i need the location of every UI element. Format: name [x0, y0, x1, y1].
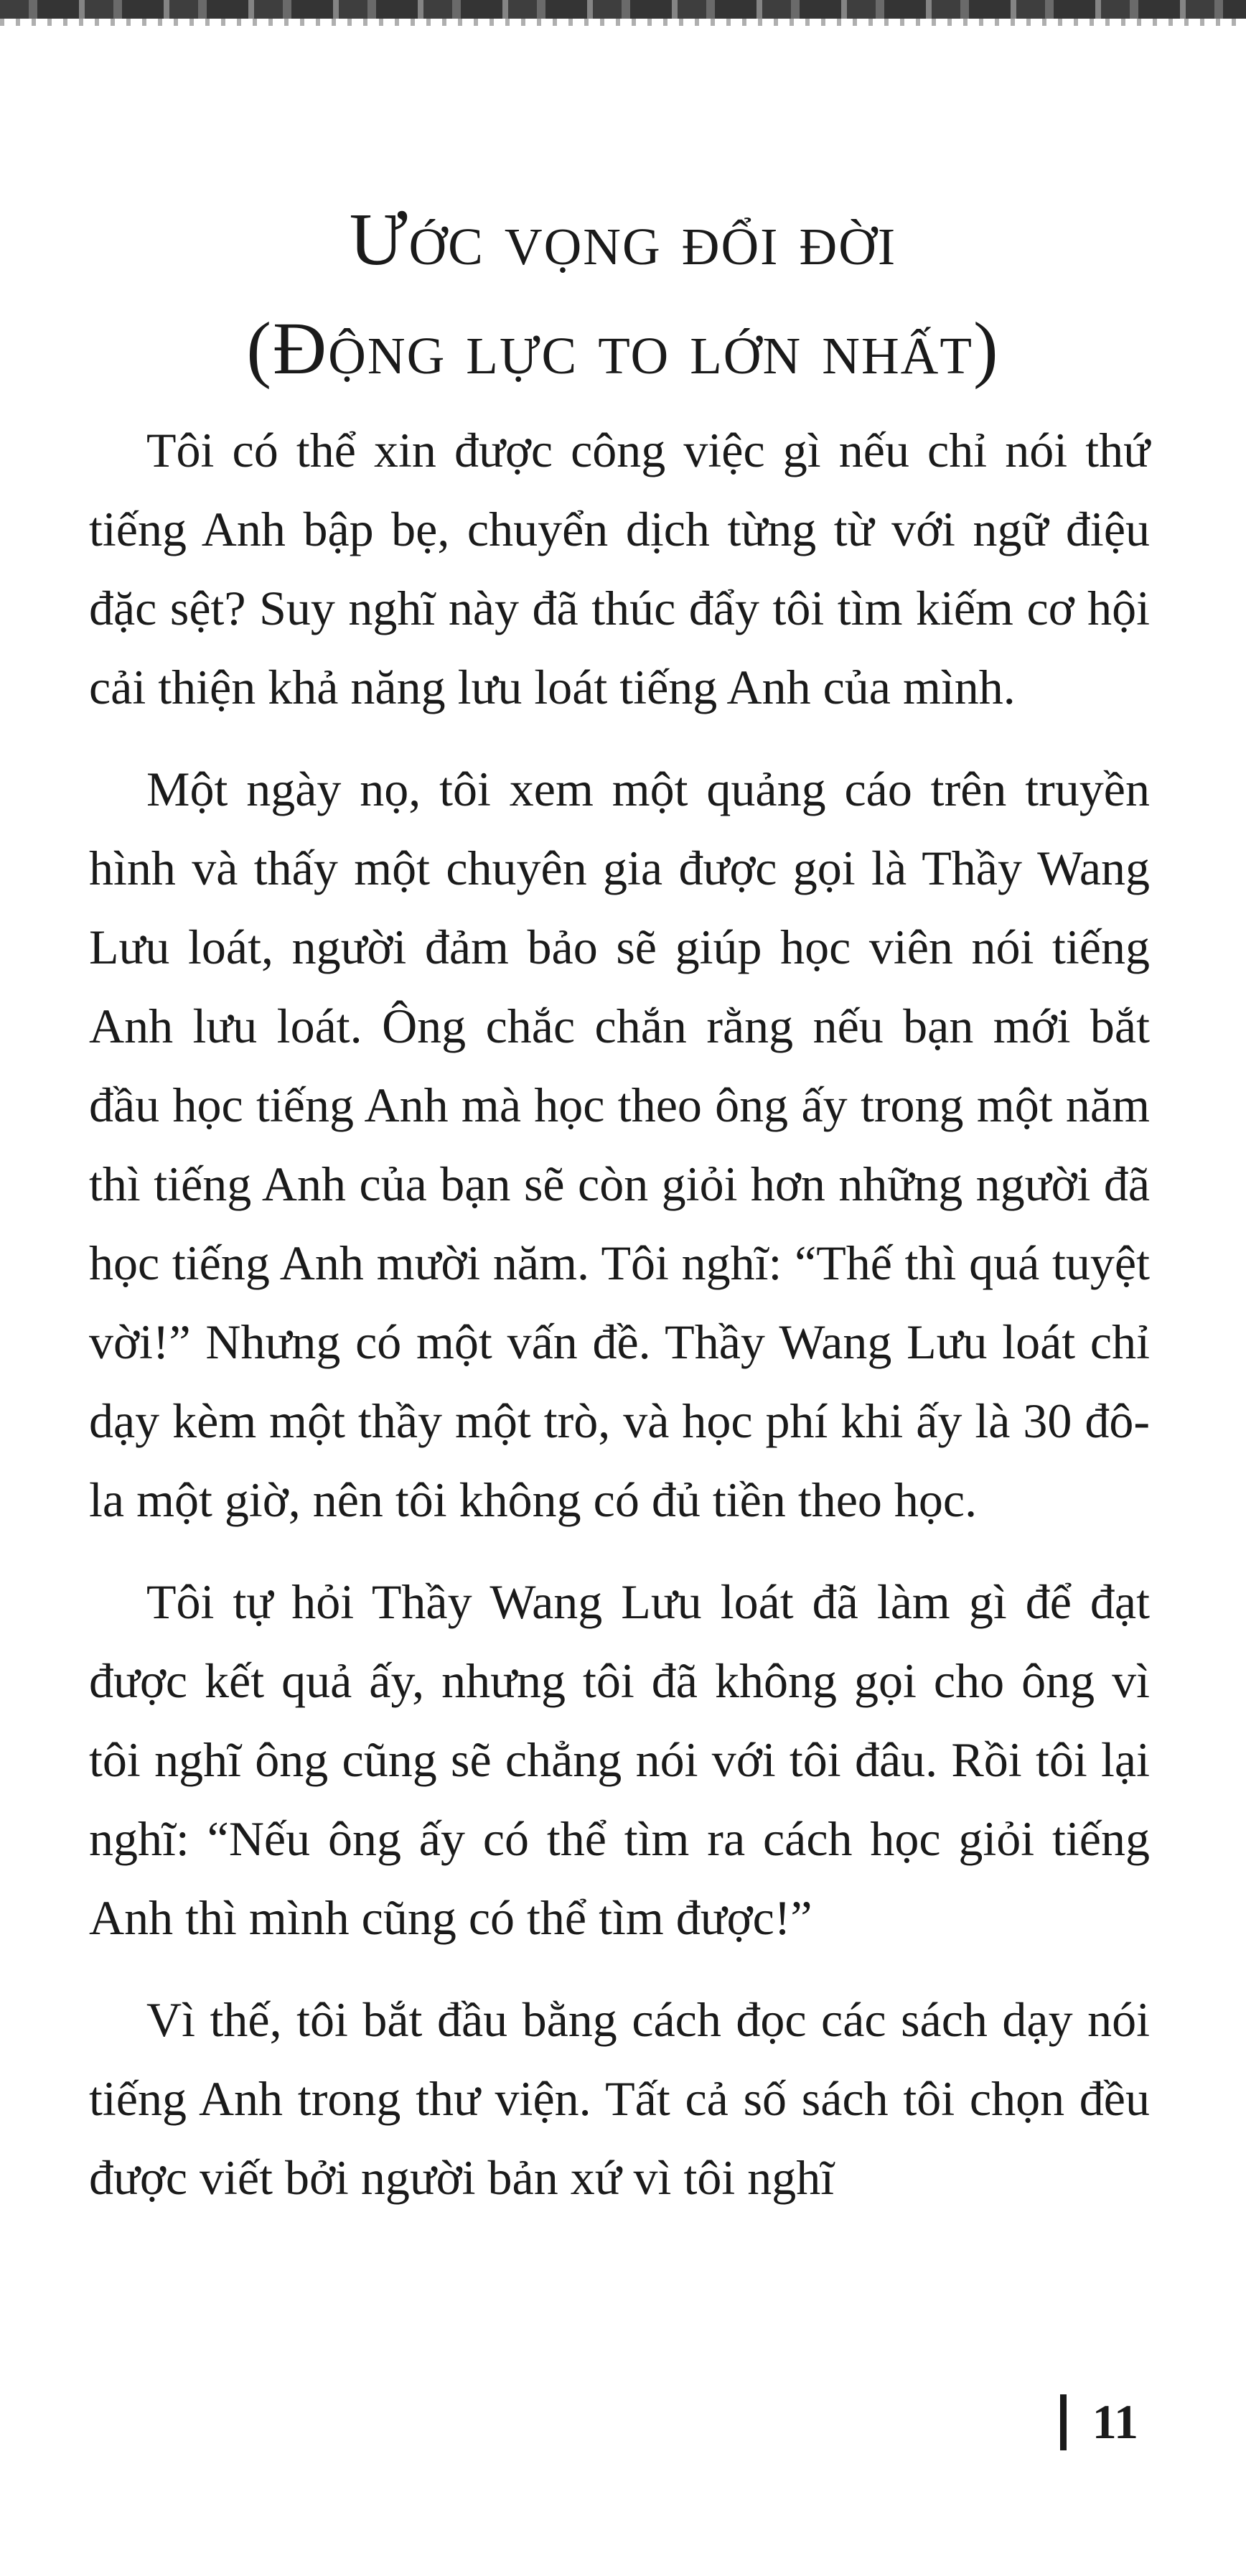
heading-line-1: Ước vọng đổi đời [349, 198, 897, 281]
paragraph-4: Vì thế, tôi bắt đầu bằng cách đọc các sách dạy nói tiếng Anh trong thư viện. Tất cả số sách tôi chọn đều được viết bởi người bản xứ vì tôi nghĩ [89, 1992, 1150, 2205]
body-text [89, 411, 1150, 2240]
page-footer [1060, 2394, 1138, 2450]
footer-divider-bar [1060, 2394, 1067, 2450]
paragraph-2: Một ngày nọ, tôi xem một quảng cáo trên truyền hình và thấy một chuyên gia được gọi là Thầy Wang Lưu loát, người đảm bảo sẽ giúp học viên nói tiếng Anh lưu loát. Ông chắc chắn rằng nếu bạn mới bắt đầu học tiếng Anh mà học theo ông ấy trong một năm thì tiếng Anh của bạn sẽ còn giỏi hơn những người đã học tiếng Anh mười năm. Tôi nghĩ: “Thế thì quá tuyệt vời!” Nhưng có một vấn đề. Thầy Wang Lưu loát chỉ dạy kèm một thầy một trò, và học phí khi ấy là 30 đô-la một giờ, nên tôi không có đủ tiền theo học. [89, 762, 1150, 1527]
heading-line-2: (Động lực to lớn nhất) [246, 307, 1000, 390]
paragraph-1: Tôi có thể xin được công việc gì nếu chỉ nói thứ tiếng Anh bập bẹ, chuyển dịch từng từ với ngữ điệu đặc sệt? Suy nghĩ này đã thúc đẩy tôi tìm kiếm cơ hội cải thiện khả năng lưu loát tiếng Anh của mình. [89, 423, 1150, 714]
chapter-heading [0, 185, 1246, 403]
scan-top-border [0, 0, 1246, 19]
page-number: 11 [1092, 2394, 1138, 2449]
paragraph-3: Tôi tự hỏi Thầy Wang Lưu loát đã làm gì để đạt được kết quả ấy, nhưng tôi đã không gọi cho ông vì tôi nghĩ ông cũng sẽ chẳng nói với tôi đâu. Rồi tôi lại nghĩ: “Nếu ông ấy có thể tìm ra cách học giỏi tiếng Anh thì mình cũng có thể tìm được!” [89, 1574, 1150, 1945]
